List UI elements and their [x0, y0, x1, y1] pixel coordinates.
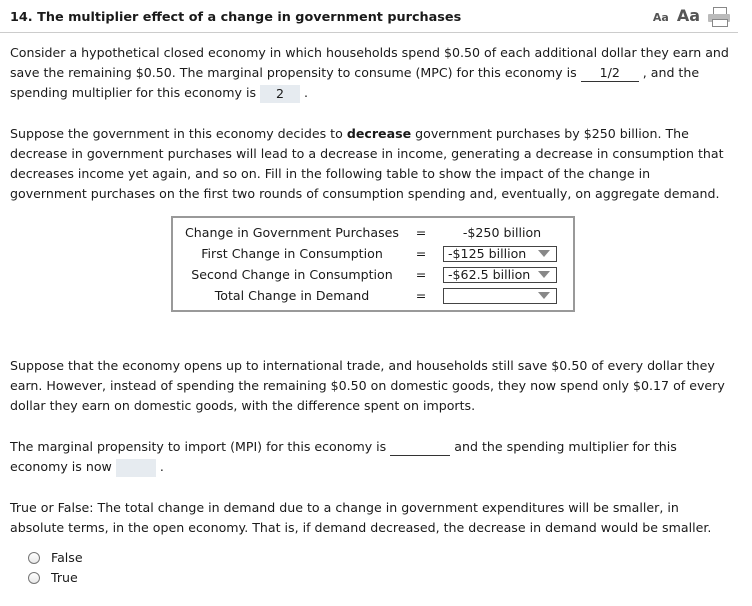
decrease-font-button[interactable]: Aa: [652, 11, 669, 24]
paragraph-closed-economy: Consider a hypothetical closed economy in which households spend $0.50 of each additional dollar they earn and save the remaining $0.50. The marginal propensity to consume (MPC) for this economy is 1/2 , and the spending multiplier for this economy is 2 .: [10, 45, 729, 101]
question-title: 14. The multiplier effect of a change in government purchases: [10, 10, 462, 25]
row-label: Total Change in Demand: [214, 288, 370, 303]
second-consumption-dropdown[interactable]: -$62.5 billion: [443, 267, 557, 283]
chevron-down-icon: [538, 271, 550, 278]
paragraph-open-economy: Suppose that the economy opens up to international trade, and households still save $0.50 of every dollar they earn. However, instead of spending the remaining $0.50 on domestic goods, they now spend only $0.17 of every dollar they earn on domestic goods, with the difference spent on imports.: [10, 358, 725, 413]
mpc-answer-blank[interactable]: 1/2: [581, 65, 639, 82]
toolbar: [653, 6, 730, 25]
table-row: [179, 243, 567, 264]
radio-button-true[interactable]: [28, 572, 40, 584]
total-demand-dropdown[interactable]: [443, 288, 557, 304]
row-label: Second Change in Consumption: [191, 267, 393, 282]
row-label: First Change in Consumption: [201, 246, 383, 261]
option-true[interactable]: [28, 570, 78, 585]
equals-sign: =: [415, 225, 427, 240]
row-label: Change in Government Purchases: [185, 225, 399, 240]
first-consumption-dropdown[interactable]: -$125 billion: [443, 246, 557, 262]
chevron-down-icon: [538, 292, 550, 299]
table-row: [179, 222, 567, 243]
radio-button-false[interactable]: [28, 552, 40, 564]
table-row: [179, 264, 567, 285]
multiplier-answer-box[interactable]: 2: [260, 85, 300, 103]
equals-sign: =: [415, 288, 427, 303]
option-label: True: [51, 570, 78, 585]
title-divider: [0, 32, 738, 33]
option-false[interactable]: [28, 550, 83, 565]
chevron-down-icon: [538, 250, 550, 257]
equals-sign: =: [415, 246, 427, 261]
mpi-answer-blank[interactable]: [390, 439, 450, 456]
table-row: [179, 285, 567, 306]
printer-icon[interactable]: [708, 7, 730, 25]
option-label: False: [51, 550, 83, 565]
equals-sign: =: [415, 267, 427, 282]
paragraph-true-false: True or False: The total change in demand due to a change in government expenditures will be smaller, in absolute terms, in the open economy. That is, if demand decreased, the decrease in demand would be smaller.: [10, 500, 712, 535]
paragraph-government-decrease: Suppose the government in this economy decides to decrease government purchases by $250 billion. The decrease in government purchases will lead to a decrease in income, generating a decrease in consumption that decreases income yet again, and so on. Fill in the following table to show the impact of the change in government purchases on the first two rounds of consumption spending and, eventually, on aggregate demand.: [10, 126, 724, 201]
paragraph-mpi: The marginal propensity to import (MPI) for this economy is and the spending multiplier for this economy is now .: [10, 437, 730, 477]
open-multiplier-answer-box[interactable]: [116, 459, 156, 477]
increase-font-button[interactable]: Aa: [676, 6, 700, 25]
government-purchases-change-value: -$250 billion: [462, 225, 542, 240]
multiplier-table: [171, 216, 575, 312]
